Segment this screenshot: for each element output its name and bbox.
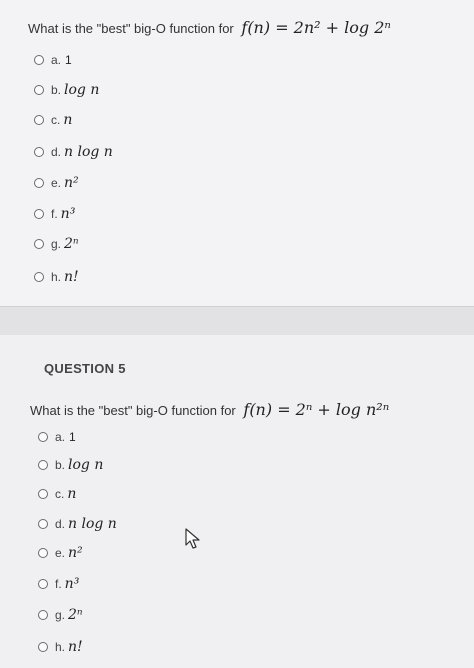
option-letter: g. [51,237,62,251]
question-4-prompt-text: What is the "best" big-O function for [28,21,234,36]
option-c[interactable] [34,109,72,131]
option-value: n² [64,175,79,191]
option-letter: g. [55,608,66,622]
option-d[interactable] [38,513,117,535]
radio-button-icon[interactable] [34,178,44,188]
question-4-prompt [28,18,391,37]
option-letter: b. [55,458,66,472]
option-value: n [63,112,73,128]
option-a[interactable] [38,426,76,448]
option-a[interactable] [34,49,72,71]
radio-button-icon[interactable] [38,432,48,442]
option-g[interactable] [38,604,83,626]
option-f[interactable] [34,203,75,225]
option-value: n² [68,545,83,561]
option-letter: e. [55,546,66,560]
question-divider [0,306,474,336]
radio-button-icon[interactable] [34,209,44,219]
option-value: n³ [64,576,80,592]
option-letter: h. [55,640,66,654]
option-letter: d. [55,517,66,531]
option-letter: f. [51,207,58,221]
radio-button-icon[interactable] [38,548,48,558]
option-letter: h. [51,270,62,284]
radio-button-icon[interactable] [34,85,44,95]
radio-button-icon[interactable] [34,272,44,282]
question-5-header: QUESTION 5 [44,361,126,376]
radio-button-icon[interactable] [34,115,44,125]
option-h[interactable] [34,266,79,288]
radio-button-icon[interactable] [38,519,48,529]
option-value: n! [64,269,79,285]
option-c[interactable] [38,483,76,505]
radio-button-icon[interactable] [38,489,48,499]
option-value: n [67,486,77,502]
option-value: 1 [65,53,72,67]
option-e[interactable] [38,542,83,564]
option-letter: b. [51,83,62,97]
option-letter: a. [51,53,62,67]
radio-button-icon[interactable] [38,642,48,652]
option-letter: e. [51,176,62,190]
option-value: 2ⁿ [68,607,83,623]
option-value: 2ⁿ [64,236,79,252]
question-4-formula: f(n) = 2n² + log 2ⁿ [241,18,391,37]
option-value: log n [68,457,104,473]
option-value: n log n [68,516,117,532]
option-letter: f. [55,577,62,591]
option-value: n! [68,639,83,655]
option-b[interactable] [38,454,103,476]
question-5-formula: f(n) = 2ⁿ + log n²ⁿ [243,400,390,419]
option-letter: a. [55,430,66,444]
option-value: n³ [60,206,76,222]
option-letter: d. [51,145,62,159]
option-h[interactable] [38,636,83,658]
option-value: log n [64,82,100,98]
option-d[interactable] [34,141,113,163]
option-value: 1 [69,430,76,444]
option-f[interactable] [38,573,79,595]
radio-button-icon[interactable] [34,55,44,65]
question-5-prompt-text: What is the "best" big-O function for [30,403,236,418]
radio-button-icon[interactable] [34,147,44,157]
mouse-pointer-icon [184,528,202,550]
option-g[interactable] [34,233,79,255]
option-b[interactable] [34,79,99,101]
radio-button-icon[interactable] [38,610,48,620]
radio-button-icon[interactable] [38,460,48,470]
option-letter: c. [55,487,65,501]
option-letter: c. [51,113,61,127]
question-5-prompt [30,400,389,419]
option-value: n log n [64,144,113,160]
option-e[interactable] [34,172,79,194]
radio-button-icon[interactable] [34,239,44,249]
radio-button-icon[interactable] [38,579,48,589]
